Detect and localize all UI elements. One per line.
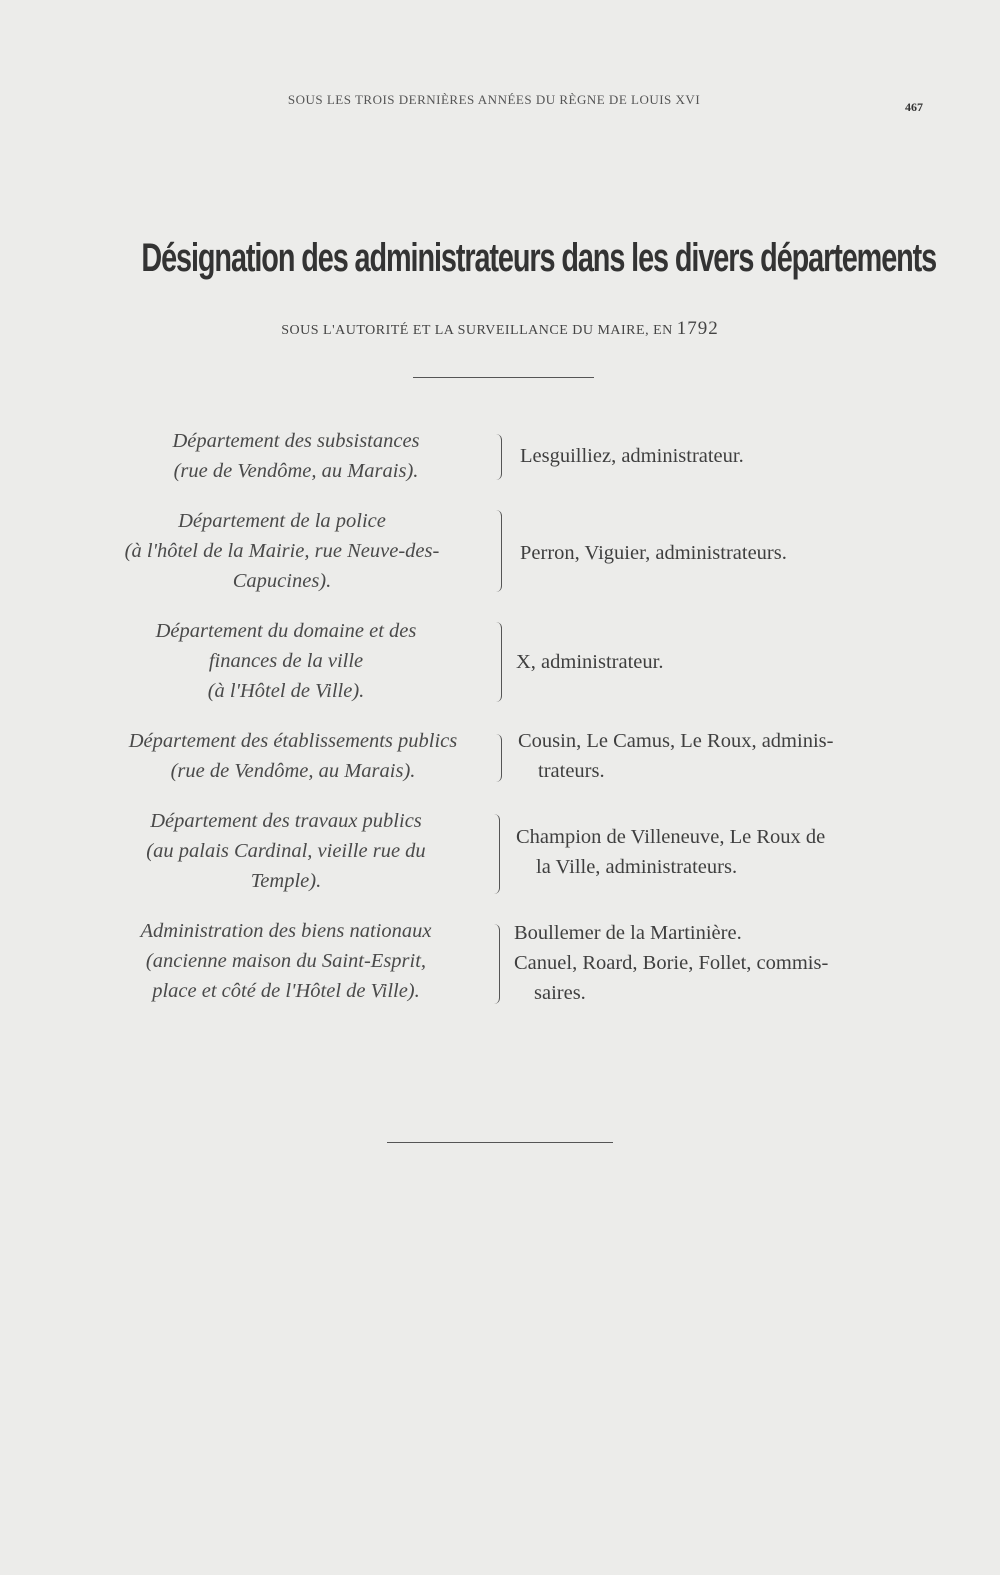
brace [496, 734, 502, 782]
department-line: finances de la ville [208, 650, 364, 672]
running-head [0, 92, 1000, 108]
names-line: Canuel, Roard, Borie, Follet, commis- [514, 952, 829, 974]
department-line: Administration des biens nationaux [140, 920, 432, 942]
names-line: saires. [534, 982, 586, 1004]
running-head-text: SOUS LES TROIS DERNIÈRES ANNÉES DU RÈGNE DE LOUIS XVI [287, 92, 701, 107]
department-line: Département des travaux publics [150, 810, 422, 832]
department-line: Temple). [250, 870, 322, 892]
department-label [96, 426, 496, 486]
names-line: Lesguilliez, administrateur. [520, 445, 744, 467]
department-line: (à l'Hôtel de Ville). [207, 680, 365, 702]
department-line: (rue de Vendôme, au Marais). [173, 460, 419, 482]
department-label [86, 916, 486, 1006]
department-line: (à l'hôtel de la Mairie, rue Neuve-des- [124, 540, 440, 562]
department-line: Département des établissements publics [128, 730, 458, 752]
department-line: Capucines). [232, 570, 332, 592]
department-line: place et côté de l'Hôtel de Ville). [152, 980, 420, 1002]
administrator-names [516, 822, 825, 882]
department-line: Département des subsistances [172, 430, 420, 452]
brace [496, 510, 502, 592]
brace [494, 924, 500, 1004]
names-line: Cousin, Le Camus, Le Roux, adminis- [518, 730, 834, 752]
department-label [62, 506, 502, 596]
names-line: Boullemer de la Martinière. [514, 922, 742, 944]
department-line: (au palais Cardinal, vieille rue du [146, 840, 426, 862]
administrator-names [516, 647, 663, 677]
brace [496, 622, 502, 702]
administrator-names [518, 726, 833, 786]
names-line: trateurs. [538, 760, 605, 782]
administrator-names [514, 918, 828, 1008]
department-line: Département de la police [178, 510, 386, 532]
subtitle [0, 318, 1000, 340]
names-line: Perron, Viguier, administrateurs. [520, 542, 787, 564]
brace [494, 814, 500, 894]
department-label [86, 726, 500, 786]
department-label [86, 806, 486, 896]
department-line: (rue de Vendôme, au Marais). [170, 760, 416, 782]
page-number: 467 [905, 100, 923, 114]
department-line: (ancienne maison du Saint-Esprit, [145, 950, 427, 972]
administrator-names [520, 441, 744, 471]
brace [496, 434, 502, 480]
names-line: X, administrateur. [516, 651, 664, 673]
bottom-divider [387, 1142, 613, 1143]
department-label [86, 616, 486, 706]
names-line: la Ville, administrateurs. [536, 856, 738, 878]
top-divider [413, 377, 594, 378]
department-line: Département du domaine et des [155, 620, 417, 642]
page-title: Désignation des administrateurs dans les divers départements [141, 236, 937, 280]
subtitle-year: 1792 [676, 318, 719, 339]
administrator-names [520, 538, 787, 568]
subtitle-text: SOUS L'AUTORITÉ ET LA SURVEILLANCE DU MAIRE, EN [281, 323, 673, 338]
names-line: Champion de Villeneuve, Le Roux de [516, 826, 826, 848]
